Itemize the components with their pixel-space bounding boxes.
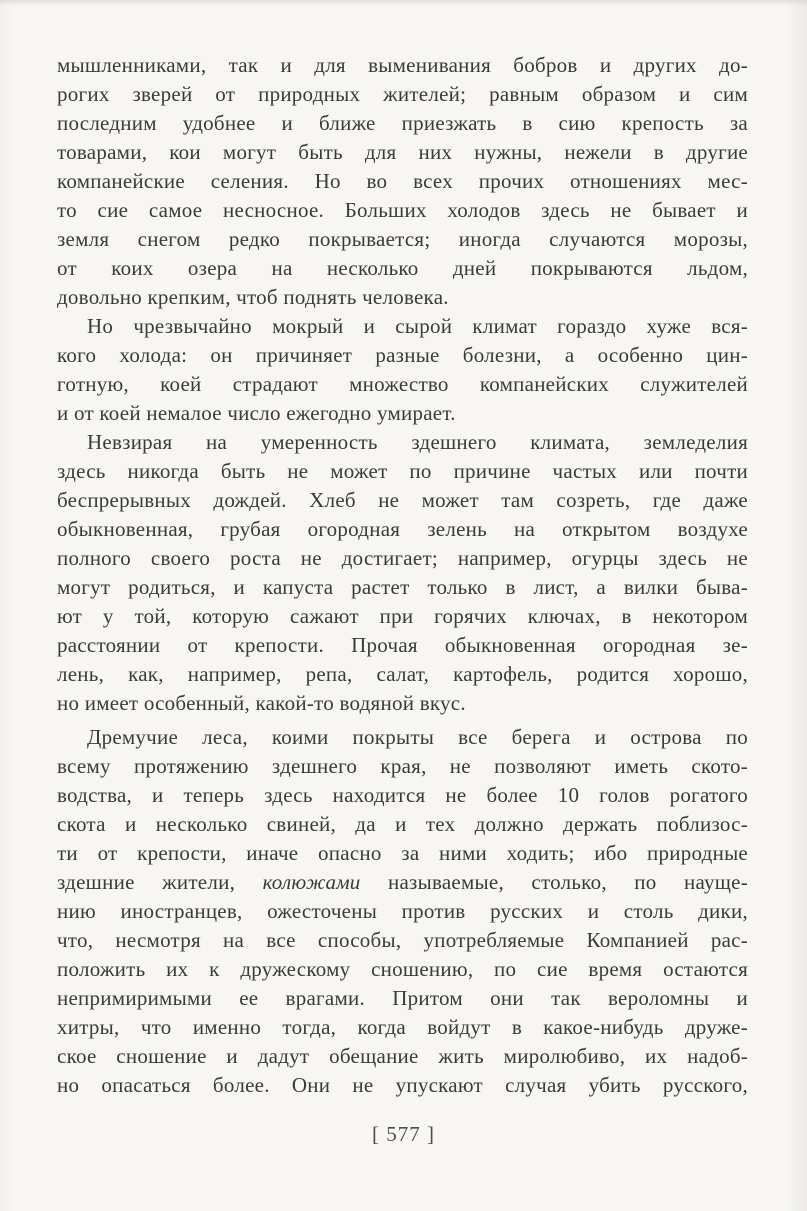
text-line: ют у той, которую сажают при горячих ключах, в некотором	[57, 604, 748, 628]
text-line: рогих зверей от природных жителей; равным образом и сим	[57, 82, 748, 106]
paragraph	[57, 428, 748, 718]
text-line: расстоянии от крепости. Прочая обыкновенная огородная зе-	[57, 633, 748, 657]
text-line: Но чрезвычайно мокрый и сырой климат гораздо хуже вся-	[87, 314, 748, 338]
text-line: от коих озера на несколько дней покрываются льдом,	[57, 256, 748, 280]
paragraph	[57, 51, 748, 312]
text-line: могут родиться, и капуста растет только в лист, а вилки быва-	[57, 575, 748, 599]
text-line: непримиримыми ее врагами. Притом они так вероломны и	[57, 986, 748, 1010]
text-line: здешние жители, колюжами называемые, столько, по науще-	[57, 870, 748, 894]
text-line: положить их к дружескому сношению, по сие время остаются	[57, 957, 748, 981]
paragraph	[57, 723, 748, 1100]
text-line: ское сношение и дадут обещание жить миролюбиво, их надоб-	[57, 1044, 748, 1068]
text-line: земля снегом редко покрывается; иногда случаются морозы,	[57, 227, 748, 251]
text-line: всему протяжению здешнего края, не позволяют иметь ското-	[57, 754, 748, 778]
text-line: мышленниками, так и для выменивания бобров и других до-	[57, 53, 748, 77]
text-line: что, несмотря на все способы, употребляемые Компанией рас-	[57, 928, 748, 952]
text-line: полного своего роста не достигает; например, огурцы здесь не	[57, 546, 748, 570]
text-line: водства, и теперь здесь находится не более 10 голов рогатого	[57, 783, 748, 807]
text-line: Дремучие леса, коими покрыты все берега и острова по	[87, 725, 748, 749]
text-line: товарами, кои могут быть для них нужны, нежели в другие	[57, 140, 748, 164]
text-line: нию иностранцев, ожесточены против русских и столь дики,	[57, 899, 748, 923]
text-line: беспрерывных дождей. Хлеб не может там созреть, где даже	[57, 488, 748, 512]
text-line: обыкновенная, грубая огородная зелень на открытом воздухе	[57, 517, 748, 541]
text-line: готную, коей страдают множество компанейских служителей	[57, 372, 748, 396]
text-line: довольно крепким, чтоб поднять человека.	[57, 285, 449, 309]
text-line: лень, как, например, репа, салат, картофель, родится хорошо,	[57, 662, 748, 686]
text-line: скота и несколько свиней, да и тех должно держать поблизос-	[57, 812, 748, 836]
text-line: компанейские селения. Но во всех прочих отношениях мес-	[57, 169, 748, 193]
page-number: [ 577 ]	[372, 1122, 435, 1146]
text-line: но опасаться более. Они не упускают случая убить русского,	[57, 1073, 748, 1097]
text-line: хитры, что именно тогда, когда войдут в какое-нибудь друже-	[57, 1015, 748, 1039]
paragraph	[57, 312, 748, 428]
text-line: последним удобнее и ближе приезжать в сию крепость за	[57, 111, 748, 135]
text-line: и от коей немалое число ежегодно умирает.	[57, 401, 456, 425]
text-line: кого холода: он причиняет разные болезни, а особенно цин-	[57, 343, 748, 367]
text-line: здесь никогда быть не может по причине частых или почти	[57, 459, 748, 483]
page-text	[57, 51, 748, 1100]
text-line: ти от крепости, иначе опасно за ними ходить; ибо природные	[57, 841, 748, 865]
text-line: Невзирая на умеренность здешнего климата, земледелия	[87, 430, 748, 454]
text-line: но имеет особенный, какой-то водяной вкус.	[57, 691, 466, 715]
text-line: то сие самое несносное. Больших холодов здесь не бывает и	[57, 198, 748, 222]
